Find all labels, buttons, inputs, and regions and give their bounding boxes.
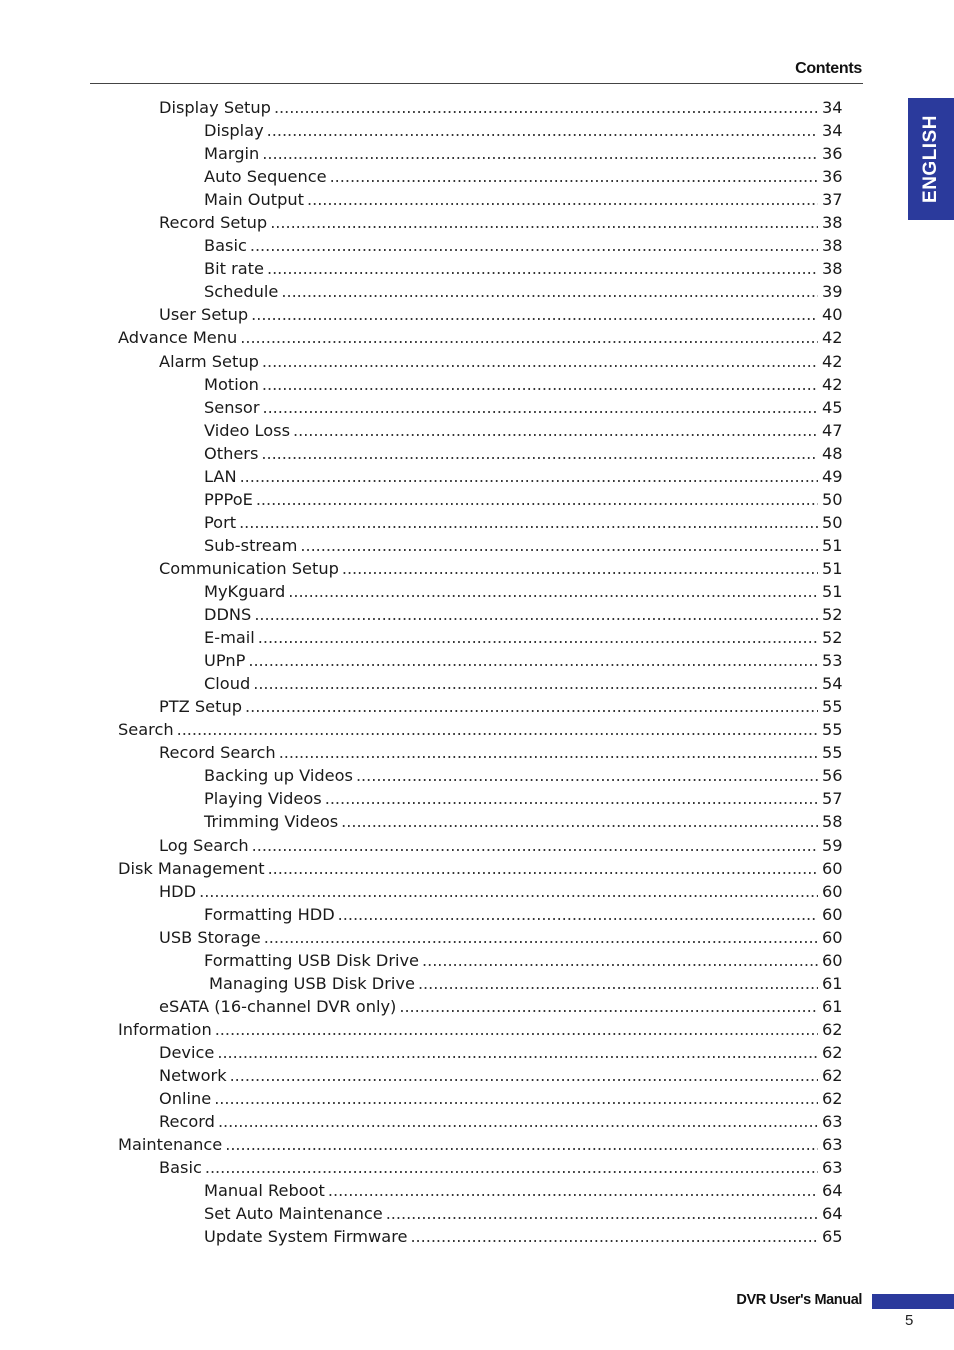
toc-dot-leader	[217, 1041, 818, 1064]
toc-entry-page: 59	[822, 835, 843, 855]
toc-entry-title: Manual Reboot	[204, 1181, 325, 1201]
toc-entry-page: 38	[822, 213, 843, 233]
toc-entry-title: Others	[204, 443, 259, 463]
toc-entry	[0, 488, 842, 511]
toc-dot-leader	[338, 903, 818, 926]
toc-entry	[0, 1041, 842, 1064]
toc-entry-title: PPPoE	[204, 489, 253, 509]
toc-entry-title: Device	[159, 1042, 215, 1062]
toc-dot-leader	[418, 972, 818, 995]
toc-entry-page: 58	[822, 812, 843, 832]
toc-dot-leader	[240, 326, 818, 349]
toc-entry-title: Main Output	[204, 190, 305, 210]
footer-manual-title: DVR User's Manual	[736, 1292, 862, 1308]
toc-entry-page: 53	[822, 651, 843, 671]
toc-dot-leader	[270, 211, 818, 234]
toc-entry-title: Maintenance	[118, 1135, 223, 1155]
toc-entry	[0, 396, 842, 419]
toc-entry	[0, 649, 842, 672]
toc-entry-page: 34	[822, 98, 843, 118]
toc-dot-leader	[254, 603, 818, 626]
toc-entry-page: 64	[822, 1181, 843, 1201]
toc-entry-title: Auto Sequence	[204, 167, 327, 187]
toc-entry-page: 57	[822, 789, 843, 809]
toc-dot-leader	[274, 96, 818, 119]
toc-entry-page: 50	[822, 489, 843, 509]
toc-dot-leader	[342, 557, 818, 580]
toc-entry	[0, 903, 842, 926]
toc-entry-title: Trimming Videos	[204, 812, 339, 832]
toc-entry	[0, 741, 842, 764]
toc-entry-title: Schedule	[204, 282, 279, 302]
toc-entry-title: Online	[159, 1089, 212, 1109]
toc-dot-leader	[386, 1202, 818, 1225]
toc-entry-page: 34	[822, 121, 843, 141]
toc-dot-leader	[267, 257, 818, 280]
toc-dot-leader	[256, 488, 818, 511]
toc-dot-leader	[240, 465, 818, 488]
toc-entry	[0, 1087, 842, 1110]
toc-entry-title: Record	[159, 1112, 215, 1132]
toc-entry-page: 54	[822, 674, 843, 694]
toc-entry-title: Motion	[204, 374, 259, 394]
toc-entry	[0, 142, 842, 165]
toc-entry	[0, 442, 842, 465]
toc-dot-leader	[239, 511, 818, 534]
toc-entry-title: User Setup	[159, 305, 249, 325]
toc-dot-leader	[293, 419, 818, 442]
toc-entry	[0, 350, 842, 373]
toc-entry	[0, 188, 842, 211]
toc-dot-leader	[263, 396, 819, 419]
toc-entry-title: Formatting HDD	[204, 904, 335, 924]
toc-entry-title: LAN	[204, 466, 237, 486]
toc-dot-leader	[264, 926, 818, 949]
toc-entry-page: 45	[822, 397, 843, 417]
toc-entry-title: MyKguard	[204, 582, 286, 601]
toc-entry-title: eSATA (16-channel DVR only)	[159, 996, 397, 1016]
toc-entry	[0, 326, 842, 349]
toc-entry-page: 42	[822, 328, 843, 348]
toc-dot-leader	[225, 1133, 818, 1156]
toc-entry-page: 61	[822, 996, 843, 1016]
toc-entry-title: Record Setup	[159, 213, 268, 233]
page-header-title: Contents	[795, 60, 862, 77]
toc-entry-page: 60	[822, 927, 843, 947]
toc-entry	[0, 672, 842, 695]
toc-entry-page: 60	[822, 881, 843, 901]
toc-entry-title: Search	[118, 720, 174, 740]
toc-entry-page: 60	[822, 950, 843, 970]
toc-dot-leader	[218, 1110, 818, 1133]
language-tab-label: ENGLISH	[920, 115, 942, 203]
toc-entry	[0, 787, 842, 810]
toc-dot-leader	[356, 764, 818, 787]
toc-entry-title: Backing up Videos	[204, 766, 353, 786]
toc-dot-leader	[262, 350, 818, 373]
toc-entry-title: PTZ Setup	[159, 697, 243, 717]
toc-entry-title: USB Storage	[159, 927, 261, 947]
toc-entry-page: 36	[822, 144, 843, 164]
toc-entry	[0, 764, 842, 787]
toc-dot-leader	[341, 810, 818, 833]
toc-entry-page: 37	[822, 190, 843, 210]
toc-entry-page: 65	[822, 1227, 843, 1247]
toc-entry-page: 48	[822, 443, 843, 463]
toc-entry	[0, 972, 842, 995]
toc-entry	[0, 534, 842, 557]
toc-dot-leader	[250, 234, 818, 257]
toc-entry	[0, 695, 842, 718]
toc-entry	[0, 1202, 842, 1225]
toc-dot-leader	[307, 188, 818, 211]
toc-entry-page: 38	[822, 259, 843, 279]
toc-dot-leader	[422, 949, 818, 972]
table-of-contents	[0, 96, 954, 1248]
toc-entry-page: 63	[822, 1112, 843, 1132]
toc-entry-page: 62	[822, 1065, 843, 1085]
toc-entry-title: Playing Videos	[204, 789, 322, 809]
toc-dot-leader	[248, 649, 818, 672]
toc-entry-page: 50	[822, 512, 843, 532]
toc-entry-page: 56	[822, 766, 843, 786]
toc-dot-leader	[245, 695, 818, 718]
toc-dot-leader	[230, 1064, 818, 1087]
toc-entry-title: Basic	[159, 1158, 202, 1178]
toc-entry	[0, 257, 842, 280]
toc-entry	[0, 280, 842, 303]
toc-dot-leader	[258, 626, 818, 649]
toc-entry-page: 51	[822, 582, 843, 601]
toc-dot-leader	[252, 834, 818, 857]
toc-entry-page: 55	[822, 720, 843, 740]
toc-dot-leader	[177, 718, 818, 741]
toc-entry	[0, 119, 842, 142]
toc-dot-leader	[214, 1087, 818, 1110]
footer-accent-bar	[872, 1294, 954, 1309]
toc-entry-title: Formatting USB Disk Drive	[204, 950, 420, 970]
toc-dot-leader	[399, 995, 818, 1018]
toc-entry-title: Alarm Setup	[159, 351, 259, 371]
page-number: 5	[905, 1312, 914, 1329]
toc-entry-page: 42	[822, 374, 843, 394]
toc-dot-leader	[268, 857, 818, 880]
toc-entry	[0, 1110, 842, 1133]
toc-entry-title: Video Loss	[204, 420, 291, 440]
toc-dot-leader	[279, 741, 818, 764]
toc-entry	[0, 857, 842, 880]
toc-entry-page: 64	[822, 1204, 843, 1224]
toc-dot-leader	[267, 119, 818, 142]
toc-entry	[0, 211, 842, 234]
toc-entry-page: 47	[822, 420, 843, 440]
toc-dot-leader	[281, 280, 818, 303]
toc-entry	[0, 373, 842, 396]
toc-entry	[0, 1133, 842, 1156]
toc-entry	[0, 96, 842, 119]
toc-entry-page: 49	[822, 466, 843, 486]
toc-entry-page: 40	[822, 305, 843, 325]
toc-entry-title: Margin	[204, 144, 260, 164]
toc-entry-page: 55	[822, 743, 843, 763]
toc-entry-title: Sensor	[204, 397, 260, 417]
toc-entry-title: Communication Setup	[159, 558, 339, 578]
toc-entry-title: Display	[204, 121, 264, 141]
toc-entry-page: 60	[822, 904, 843, 924]
toc-entry-page: 63	[822, 1158, 843, 1178]
toc-entry-page: 52	[822, 605, 843, 625]
toc-entry-page: 60	[822, 858, 843, 878]
toc-dot-leader	[330, 165, 818, 188]
toc-dot-leader	[328, 1179, 818, 1202]
toc-entry-title: Set Auto Maintenance	[204, 1204, 383, 1224]
toc-entry-page: 36	[822, 167, 843, 187]
toc-entry	[0, 234, 842, 257]
toc-entry-page: 62	[822, 1089, 843, 1109]
toc-entry	[0, 511, 842, 534]
toc-entry-title: Basic	[204, 236, 247, 256]
toc-entry	[0, 1018, 842, 1041]
toc-entry-page: 63	[822, 1135, 843, 1155]
toc-entry	[0, 419, 842, 442]
toc-dot-leader	[253, 672, 818, 695]
toc-entry-title: Record Search	[159, 743, 276, 763]
toc-entry-page: 55	[822, 697, 843, 717]
toc-entry	[0, 165, 842, 188]
toc-entry	[0, 834, 842, 857]
toc-entry-title: UPnP	[204, 651, 246, 671]
toc-entry	[0, 580, 842, 603]
toc-entry	[0, 949, 842, 972]
toc-entry	[0, 303, 842, 326]
toc-entry-title: Bit rate	[204, 259, 264, 279]
toc-dot-leader	[288, 580, 818, 603]
toc-dot-leader	[199, 880, 818, 903]
toc-entry-page: 51	[822, 535, 843, 555]
toc-entry-page: 42	[822, 351, 843, 371]
toc-entry	[0, 603, 842, 626]
toc-dot-leader	[261, 442, 818, 465]
toc-entry	[0, 557, 842, 580]
toc-dot-leader	[205, 1156, 818, 1179]
toc-entry-title: Log Search	[159, 835, 249, 855]
toc-dot-leader	[325, 787, 818, 810]
toc-entry	[0, 926, 842, 949]
toc-entry-page: 61	[822, 973, 843, 993]
toc-entry	[0, 810, 842, 833]
toc-entry-title: Display Setup	[159, 98, 271, 118]
toc-dot-leader	[410, 1225, 818, 1248]
toc-entry	[0, 995, 842, 1018]
toc-entry-page: 39	[822, 282, 843, 302]
toc-entry-title: Sub-stream	[204, 535, 298, 555]
toc-entry	[0, 1064, 842, 1087]
toc-dot-leader	[215, 1018, 818, 1041]
toc-entry	[0, 1179, 842, 1202]
toc-dot-leader	[262, 373, 818, 396]
toc-entry-title: Managing USB Disk Drive	[209, 973, 415, 993]
toc-entry-title: Information	[118, 1019, 212, 1039]
toc-entry-page: 51	[822, 558, 843, 578]
header-divider	[90, 83, 863, 84]
toc-entry-page: 62	[822, 1019, 843, 1039]
toc-dot-leader	[251, 303, 818, 326]
toc-entry	[0, 718, 842, 741]
toc-entry-title: E-mail	[204, 628, 255, 648]
toc-entry-title: DDNS	[204, 605, 252, 625]
toc-entry-title: Disk Management	[118, 858, 265, 878]
toc-entry-title: Network	[159, 1065, 227, 1085]
toc-entry-page: 52	[822, 628, 843, 648]
toc-entry-title: HDD	[159, 881, 197, 901]
toc-entry-page: 62	[822, 1042, 843, 1062]
toc-entry	[0, 1225, 842, 1248]
toc-entry	[0, 626, 842, 649]
toc-entry-title: Cloud	[204, 674, 251, 694]
toc-entry-title: Advance Menu	[118, 328, 238, 348]
toc-entry	[0, 880, 842, 903]
toc-entry-title: Update System Firmware	[204, 1227, 408, 1247]
toc-entry-page: 38	[822, 236, 843, 256]
toc-entry-title: Port	[204, 512, 237, 532]
toc-entry	[0, 1156, 842, 1179]
toc-dot-leader	[262, 142, 818, 165]
toc-dot-leader	[300, 534, 818, 557]
toc-entry	[0, 465, 842, 488]
